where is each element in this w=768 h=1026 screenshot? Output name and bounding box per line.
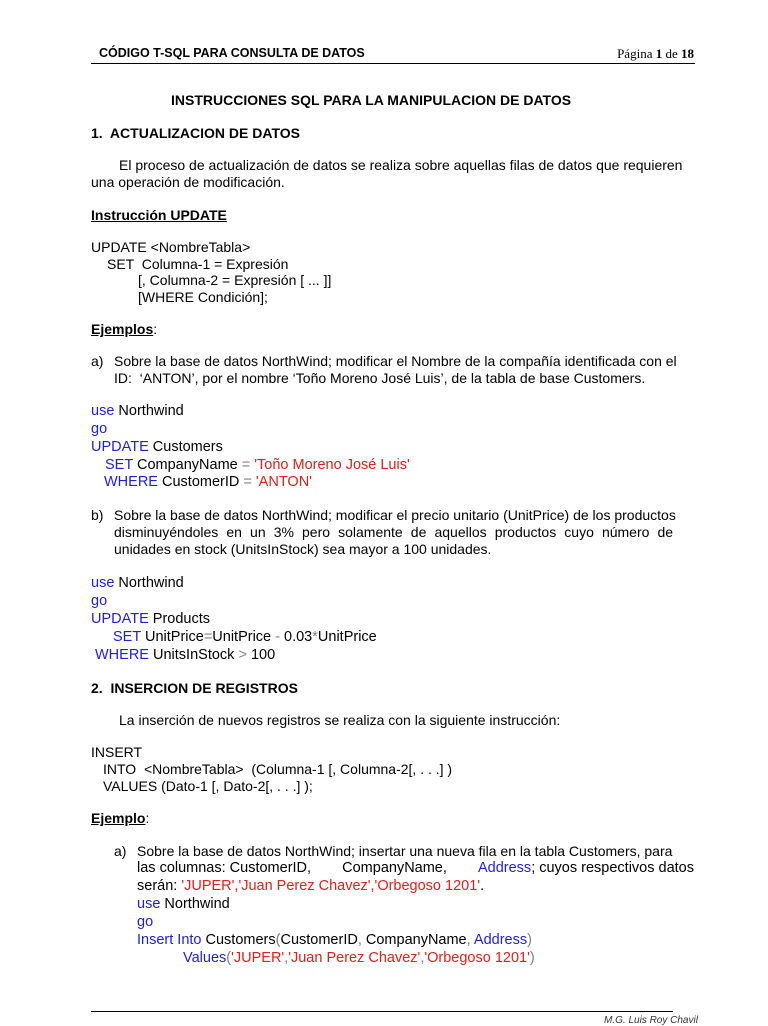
table-name: Products [152,611,211,627]
update-syntax-line1: UPDATE <NombreTabla> [91,239,251,255]
value-3: 'Orbegoso 1201' [424,950,530,966]
paren-close: ) [529,950,535,966]
update-instruction-heading: Instrucción UPDATE [91,207,227,223]
keyword-use: use [137,896,161,912]
paren-close: ) [527,932,532,948]
paren-open: ( [226,950,232,966]
operator-greater: > [238,647,247,663]
keyword-set: SET [105,457,133,473]
operator-equals: = [203,629,213,645]
keyword-where: WHERE [95,647,149,663]
code-a-line5 [104,473,312,491]
example-label: Ejemplo [91,810,146,826]
example-a-line1: Sobre la base de datos NorthWind; modificar el Nombre de la compañía identificada con el [114,353,677,369]
keyword-use: use [91,575,115,591]
example-b-line3: unidades en stock (UnitsInStock) sea mayor a 100 unidades. [114,541,492,557]
operator-equals: = [241,457,251,473]
condition-column: UnitsInStock [153,647,235,663]
example-b-line1: Sobre la base de datos NorthWind; modificar el precio unitario (UnitPrice) de los productos [114,507,676,523]
code-b-line1 [91,574,184,592]
column-1: CustomerID [280,932,358,948]
code-a-line4 [105,456,410,474]
code-b-line3 [91,610,210,628]
example-b-line2 [114,524,694,541]
section-1-intro-line1: El proceso de actualización de datos se realiza sobre aquellas filas de datos que requieren [119,157,683,173]
insert-example-values: 'JUPER','Juan Perez Chavez','Orbegoso 1201' [181,878,481,894]
examples-label: Ejemplos [91,321,154,337]
expr-factor: 0.03 [284,629,313,645]
code-b-line2 [91,592,107,610]
code-a-line1 [91,402,184,420]
database-name: Northwind [118,575,184,591]
page-of: de [665,46,678,61]
page-label: Página [617,46,653,61]
code-a-line3 [91,438,223,456]
operator-equals: = [243,474,252,490]
string-literal: 'Toño Moreno José Luis' [254,457,410,473]
comma: , [357,932,362,948]
section-1-heading: 1. ACTUALIZACION DE DATOS [91,125,300,141]
expr-column-2: UnitPrice [317,629,377,645]
header-divider [91,63,695,64]
update-syntax-line2: SET Columna-1 = Expresión [107,256,289,272]
insert-code-line3 [137,931,532,949]
insert-example-line2 [137,860,694,877]
insert-example-line3-post: . [480,878,485,894]
keyword-go: go [137,914,154,930]
keyword-go: go [91,593,108,609]
insert-syntax-line2: INTO <NombreTabla> (Columna-1 [, Columna-2[, . . .] ) [103,761,453,777]
section-1-intro-line2: una operación de modificación. [91,174,285,190]
expr-column: UnitPrice [212,629,272,645]
comma: , [420,950,425,966]
condition-value: 100 [250,647,276,663]
insert-code-line4 [183,949,535,967]
paren-open: ( [275,932,281,948]
page-indicator [617,46,694,62]
insert-code-line1 [137,895,230,913]
comma: , [284,950,289,966]
document-title: INSTRUCCIONES SQL PARA LA MANIPULACION DE DATOS [171,92,572,108]
update-syntax-line3: [, Columna-2 = Expresión [ ... ]] [138,272,332,288]
footer-divider [91,1011,673,1012]
keyword-update: UPDATE [91,611,149,627]
insert-code-line2 [137,913,153,931]
keyword-where: WHERE [104,474,158,490]
column-2: CompanyName [365,932,467,948]
example-b-line2-text: disminuyéndoles en un 3% pero solamente de aquellos productos cuyo número de [114,524,674,540]
example-a-line2: ID: ‘ANTON’, por el nombre ‘Toño Moreno José Luis’, de la tabla de base Customers. [114,370,646,386]
value-1: 'JUPER' [231,950,285,966]
insert-example-line3 [137,877,484,895]
keyword-go: go [91,421,108,437]
keyword-update: UPDATE [91,439,149,455]
value-2: 'Juan Perez Chavez' [288,950,421,966]
examples-label-wrap: Ejemplos: [91,321,158,337]
column-name: UnitPrice [144,629,204,645]
condition-column: CustomerID [162,474,240,490]
footer-author: M.G. Luis Roy Chavil [604,1015,698,1026]
example-b-letter: b) [91,507,104,523]
table-name: Customers [152,439,223,455]
table-name: Customers [205,932,276,948]
keyword-values: Values [183,950,227,966]
column-3: Address [473,932,528,948]
insert-example-line2-col2: CompanyName, [342,860,447,876]
section-2-heading: 2. INSERCION DE REGISTROS [91,680,298,696]
insert-example-line2-pre: las columnas: CustomerID, [137,860,312,876]
code-b-line5 [95,646,275,664]
keyword-set: SET [113,629,141,645]
operator-minus: - [275,629,280,645]
operator-times: * [312,629,318,645]
example-label-wrap: Ejemplo: [91,810,150,826]
database-name: Northwind [164,896,230,912]
section-2-intro: La inserción de nuevos registros se realiza con la siguiente instrucción: [119,712,561,728]
insert-syntax-line3: VALUES (Dato-1 [, Dato-2[, . . .] ); [103,778,313,794]
page-total: 18 [681,46,694,61]
header-title: CÓDIGO T-SQL PARA CONSULTA DE DATOS [99,46,365,60]
condition-value: 'ANTON' [255,474,312,490]
page-current: 1 [655,46,663,61]
code-b-line4 [113,628,377,646]
database-name: Northwind [118,403,184,419]
insert-syntax-line1: INSERT [91,744,143,760]
code-a-line2 [91,420,107,438]
insert-example-line2-post: ; cuyos respectivos datos [531,860,694,876]
insert-example-line2-col3: Address [477,860,532,876]
insert-example-letter: a) [114,843,127,859]
update-syntax-line4: [WHERE Condición]; [138,289,268,305]
keyword-use: use [91,403,115,419]
column-name: CompanyName [136,457,238,473]
example-a-letter: a) [91,353,104,369]
insert-example-line3-pre: serán: [137,878,178,894]
keyword-insert-into: Insert Into [137,932,202,948]
comma: , [466,932,471,948]
insert-example-line1: Sobre la base de datos NorthWind; insertar una nueva fila en la tabla Customers, para [137,843,673,859]
